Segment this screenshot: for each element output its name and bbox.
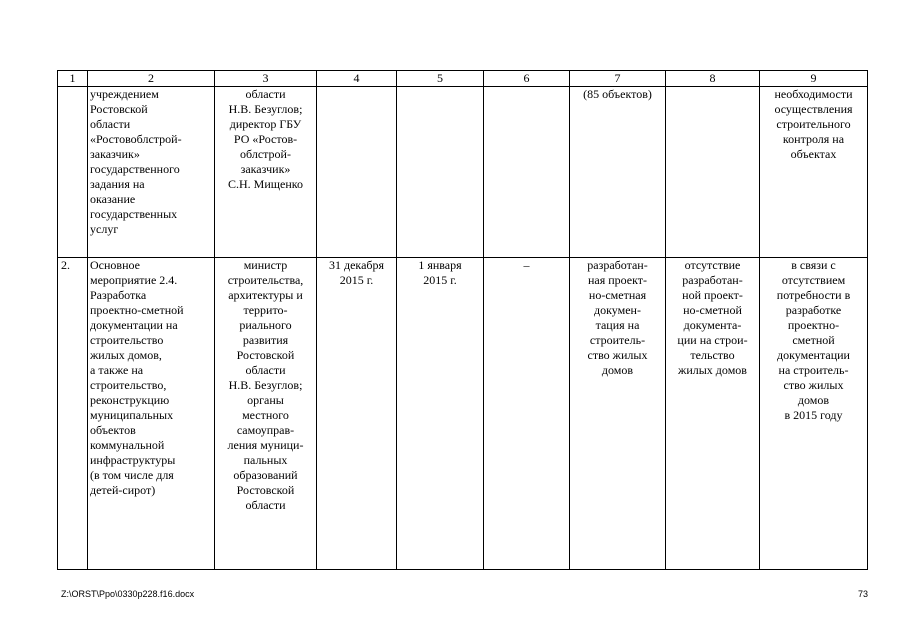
cell-line: сметной	[792, 333, 835, 347]
cell-line: области	[245, 498, 286, 512]
cell-line: министр	[243, 258, 288, 272]
cell-line: 31 декабря	[328, 258, 385, 272]
cell-line: РО «Ростов-	[233, 132, 298, 146]
cell-line: объектов	[90, 423, 136, 437]
cell-line: ной проект-	[682, 288, 743, 302]
cell-line: области	[245, 87, 286, 101]
expected-result-cell	[570, 258, 666, 570]
cell-line: строительство	[90, 333, 164, 347]
cell-line: строительства,	[227, 273, 304, 287]
cell-line: но-сметная	[588, 288, 647, 302]
cell-line: Ростовской	[90, 102, 148, 116]
responsible-cell	[215, 87, 317, 258]
cell-line: услуг	[90, 222, 119, 236]
cell-line: домов	[797, 393, 830, 407]
cell-line: инфраструктуры	[90, 453, 176, 467]
start-date-cell	[397, 258, 484, 570]
table-row	[58, 258, 868, 570]
cell-line: 2.	[61, 258, 70, 272]
cell-line: но-сметной	[683, 303, 742, 317]
column-number: 3	[215, 71, 317, 87]
cell-line: документации на	[90, 318, 178, 332]
cell-line: документа-	[683, 318, 742, 332]
cell-line: 2015 г.	[339, 273, 374, 287]
page-number: 73	[857, 589, 868, 599]
cell-line: террито-	[243, 303, 288, 317]
document-table	[57, 70, 868, 570]
cell-line: архитектуры и	[228, 288, 303, 302]
row-number-cell	[58, 87, 88, 258]
column-number: 5	[397, 71, 484, 87]
column-number: 6	[484, 71, 570, 87]
cell-line: ство жилых	[783, 378, 844, 392]
end-date-cell	[317, 258, 397, 570]
cell-line: риального	[239, 318, 292, 332]
cell-line: на строитель-	[778, 363, 849, 377]
cell-line: Ростовской	[236, 483, 295, 497]
cell-line: объектах	[790, 147, 837, 161]
column-number: 1	[58, 71, 88, 87]
cell-line: Н.В. Безуглов;	[228, 102, 303, 116]
file-path: Z:\ORST\Ppo\0330p228.f16.docx	[61, 589, 195, 599]
cell-line: самоуправ-	[236, 423, 295, 437]
cell-line: ство жилых	[587, 348, 648, 362]
column-number-row	[58, 71, 868, 87]
cell-line: облстрой-	[240, 147, 291, 161]
column-6-cell	[484, 258, 570, 570]
cell-line: проектно-сметной	[90, 303, 184, 317]
column-number: 8	[666, 71, 760, 87]
row-number-cell	[58, 258, 88, 570]
cell-line: жилых домов,	[90, 348, 162, 362]
cell-line: (в том числе для	[90, 468, 174, 482]
cell-line: С.Н. Мищенко	[228, 177, 303, 191]
reason-cell	[760, 87, 868, 258]
cell-line: (85 объектов)	[583, 87, 652, 101]
cell-line: в 2015 году	[784, 408, 843, 422]
cell-line: ления муници-	[227, 438, 304, 452]
start-date-cell	[397, 87, 484, 258]
cell-line: строитель-	[589, 333, 646, 347]
cell-line: пальных	[243, 453, 288, 467]
cell-line: Н.В. Безуглов;	[228, 378, 303, 392]
cell-line: «Ростовоблстрой-	[90, 132, 182, 146]
column-number: 7	[570, 71, 666, 87]
cell-line: Разработка	[90, 288, 147, 302]
column-number: 4	[317, 71, 397, 87]
cell-line: государственного	[90, 162, 180, 176]
cell-line: задания на	[90, 177, 145, 191]
cell-line: контроля на	[782, 132, 845, 146]
cell-line: детей-сирот)	[90, 483, 156, 497]
cell-line: отсутствием	[781, 273, 846, 287]
expected-result-cell	[570, 87, 666, 258]
table-row	[58, 87, 868, 258]
column-6-cell	[484, 87, 570, 258]
actual-result-cell	[666, 87, 760, 258]
cell-line: коммунальной	[90, 438, 165, 452]
cell-line: в связи с	[791, 258, 836, 272]
cell-line: а также на	[90, 363, 144, 377]
cell-line: докумен-	[594, 303, 641, 317]
cell-line: области	[90, 117, 131, 131]
cell-line: отсутствие	[684, 258, 741, 272]
cell-line: муниципальных	[90, 408, 174, 422]
cell-line: области	[245, 363, 286, 377]
cell-line: Ростовской	[236, 348, 295, 362]
cell-line: тация на	[595, 318, 640, 332]
cell-line: ции на строи-	[677, 333, 748, 347]
cell-line: органы	[247, 393, 284, 407]
responsible-cell	[215, 258, 317, 570]
column-number: 9	[760, 71, 868, 87]
cell-line: разработке	[785, 303, 842, 317]
cell-line: директор ГБУ	[229, 117, 302, 131]
cell-line: –	[523, 258, 530, 272]
cell-line: 1 января	[418, 258, 462, 272]
cell-line: строительство,	[90, 378, 167, 392]
cell-line: разработан-	[682, 273, 743, 287]
cell-line: заказчик»	[90, 147, 140, 161]
activity-cell	[88, 87, 215, 258]
cell-line: проектно-	[787, 318, 840, 332]
cell-line: мероприятие 2.4.	[90, 273, 178, 287]
cell-line: учреждением	[90, 87, 159, 101]
cell-line: жилых домов	[678, 363, 747, 377]
cell-line: осуществления	[774, 102, 853, 116]
cell-line: реконструкцию	[90, 393, 170, 407]
cell-line: ная проект-	[587, 273, 648, 287]
cell-line: Основное	[90, 258, 140, 272]
cell-line: оказание	[90, 192, 136, 206]
actual-result-cell	[666, 258, 760, 570]
cell-line: разработан-	[587, 258, 648, 272]
cell-line: потребности в	[776, 288, 851, 302]
end-date-cell	[317, 87, 397, 258]
cell-line: домов	[601, 363, 634, 377]
cell-line: документации	[777, 348, 850, 362]
cell-line: заказчик»	[240, 162, 291, 176]
column-number: 2	[88, 71, 215, 87]
cell-line: 2015 г.	[423, 273, 457, 287]
reason-cell	[760, 258, 868, 570]
cell-line: государственных	[90, 207, 178, 221]
cell-line: развития	[242, 333, 289, 347]
cell-line: строительного	[776, 117, 851, 131]
cell-line: необходимости	[774, 87, 853, 101]
cell-line: тельство	[690, 348, 735, 362]
activity-cell	[88, 258, 215, 570]
cell-line: местного	[242, 408, 289, 422]
cell-line: образований	[233, 468, 298, 482]
